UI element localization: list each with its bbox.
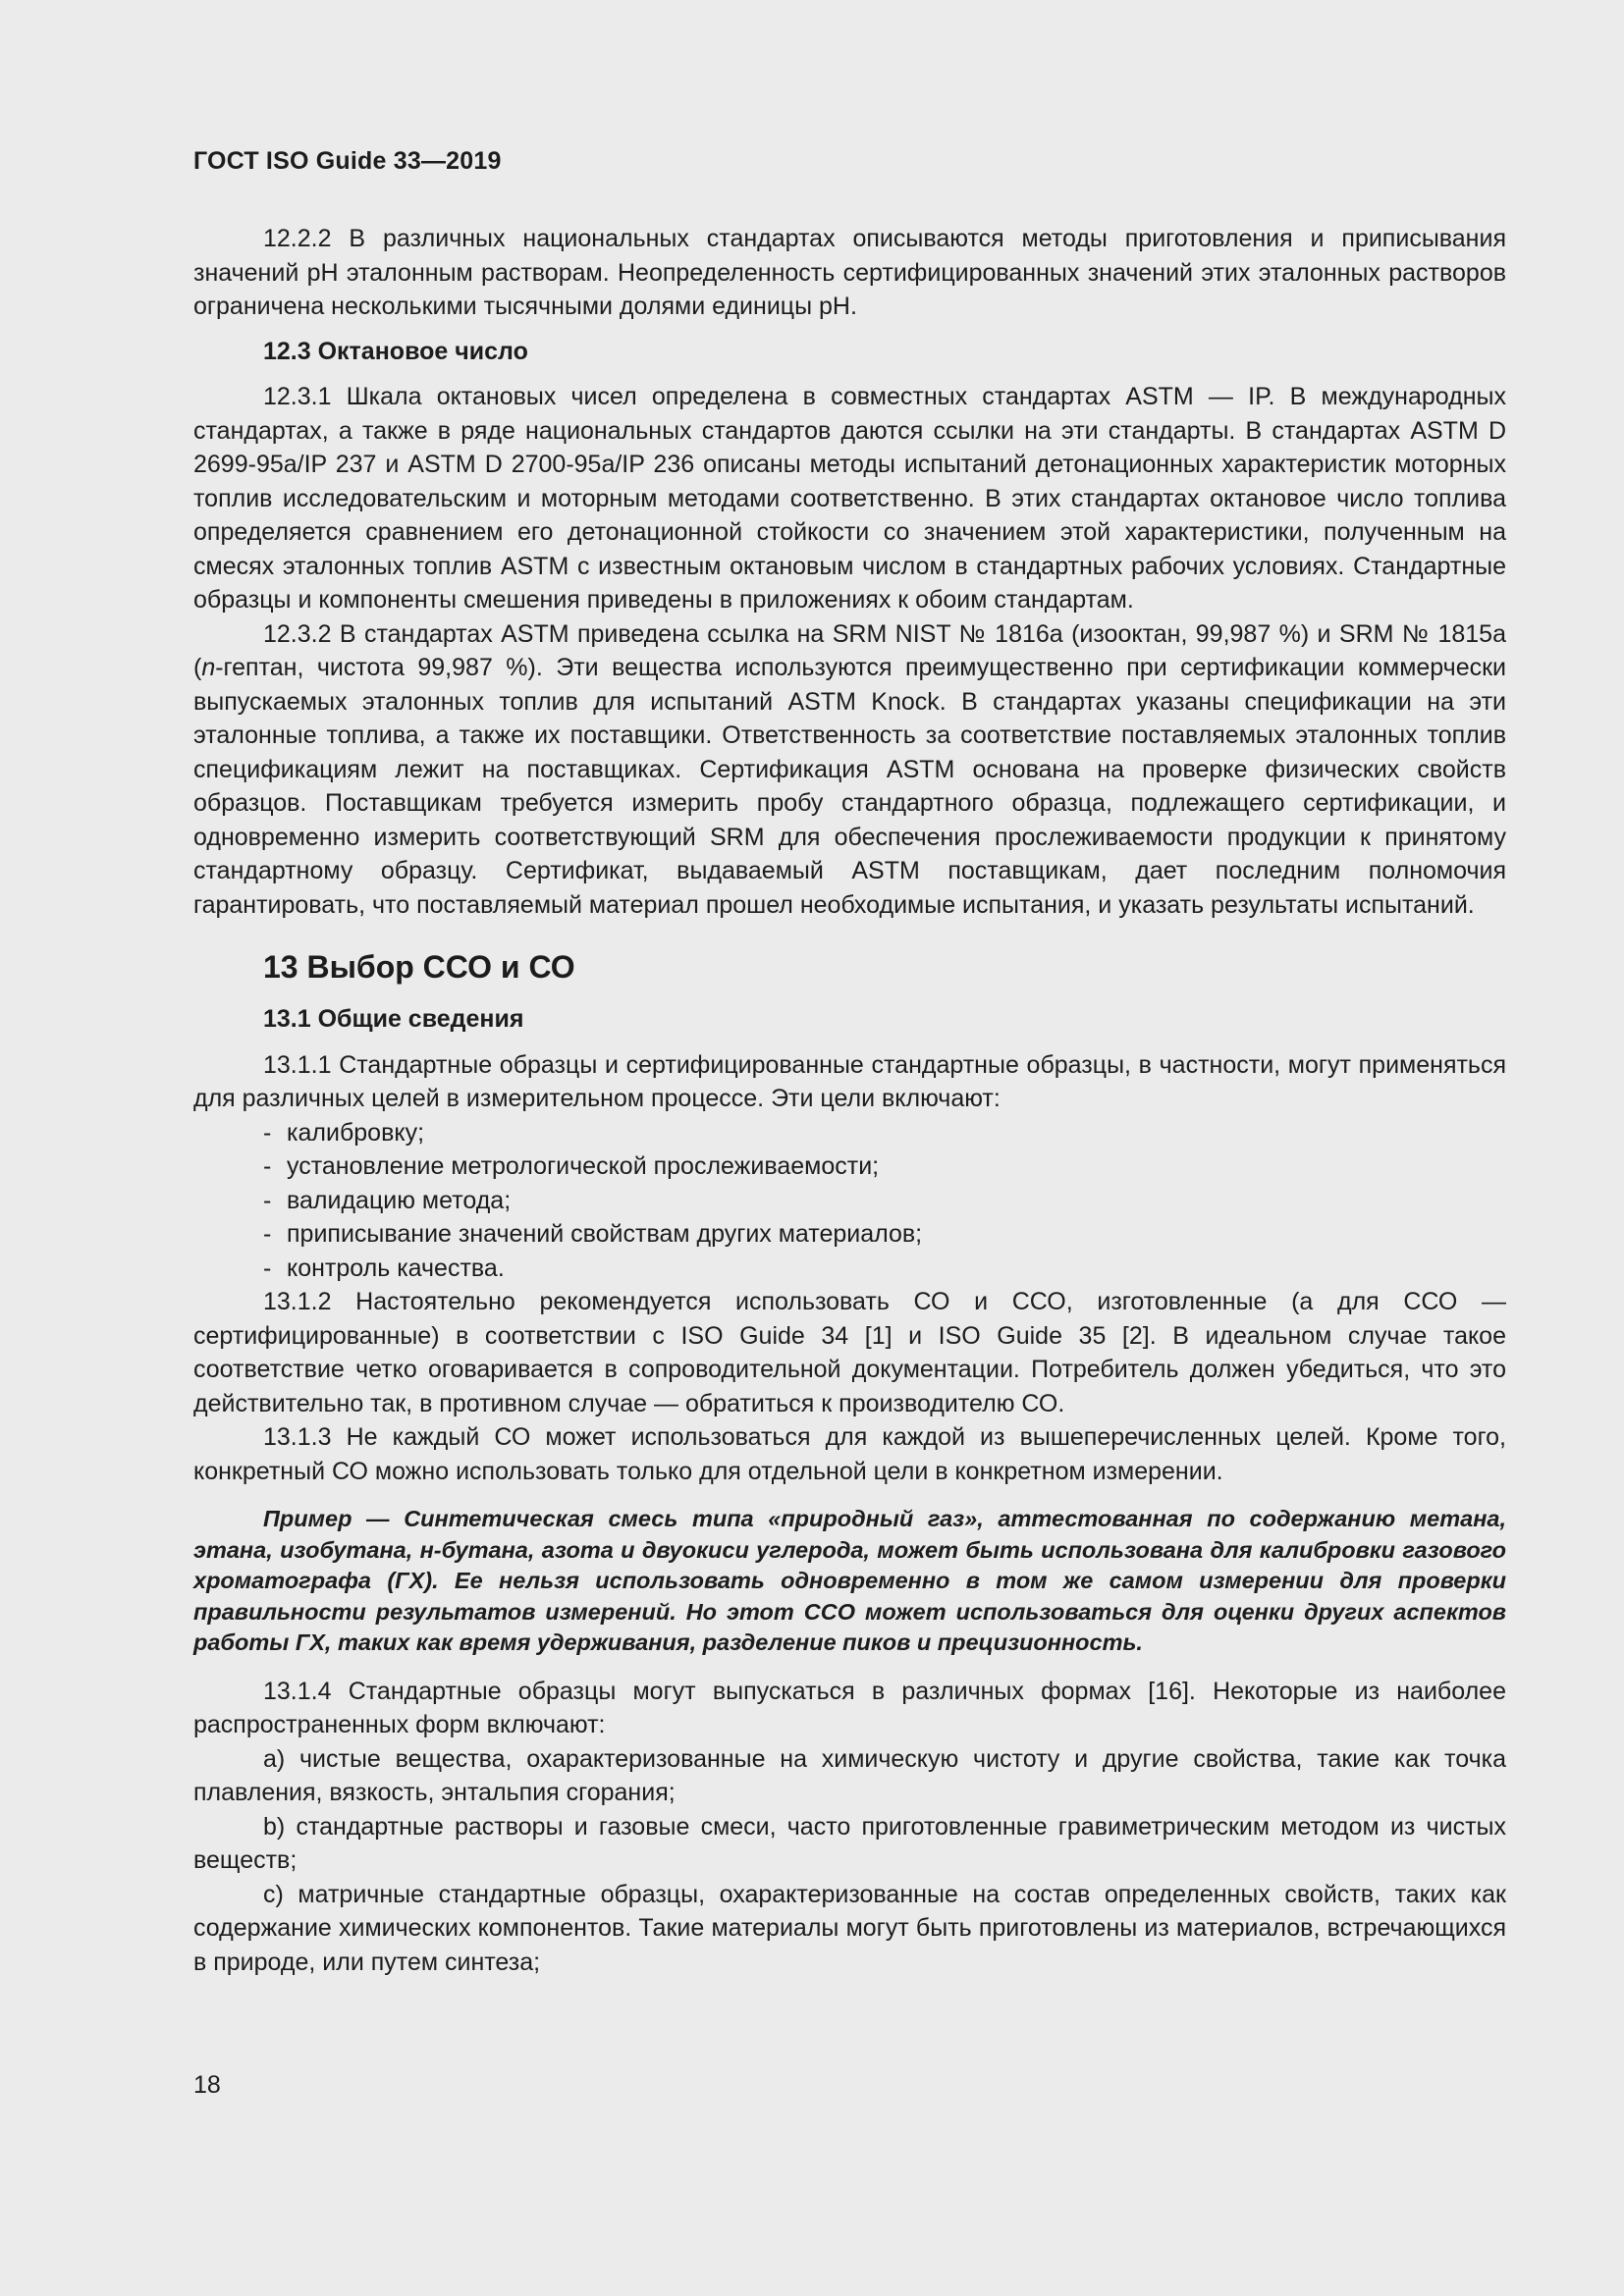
list-item-b: b) стандартные растворы и газовые смеси, часто приготовленные гравиметрическим методом из чистых веществ; (193, 1812, 1506, 1874)
page-number: 18 (193, 2071, 221, 2099)
paragraph-12-3-2-part-b: -гептан, чистота 99,987 %). Эти вещества используются преимущественно при сертификации коммерчески выпускаемых эталонных топлив для испытаний ASTM Knock. В стандартах указаны спецификации на эти эталонные топлива, а также их поставщики. Ответственность за соответствие поставляемых эталонных топлив спецификациям лежит на поставщиках. Сертификация ASTM основана на проверке физических свойств образцов. Поставщикам требуется измерить пробу стандартного образца, подлежащего сертификации, и одновременно измерить соответствующий SRM для обеспечения прослеживаемости продукции к принятому стандартному образцу. Сертификат, выдаваемый ASTM поставщикам, дает последним полномочия гарантировать, что поставляемый материал прошел необходимые испытания, и указать результаты испытаний. (193, 654, 1506, 919)
document-body (193, 222, 1506, 1979)
paragraph-13-1-4: 13.1.4 Стандартные образцы могут выпускаться в различных формах [16]. Некоторые из наиболее распространенных форм включают: (193, 1677, 1506, 1738)
example-note: Пример — Синтетическая смесь типа «природный газ», аттестованная по содержанию метана, этана, изобутана, н-бутана, азота и двуокиси углерода, может быть использована для калибровки газового хроматографа (ГХ). Ее нельзя использовать одновременно в том же самом измерении для проверки правильности результатов измерений. Но этот ССО может использоваться для оценки других аспектов работы ГХ, таких как время удерживания, разделение пиков и прецизионность. (193, 1506, 1506, 1655)
list-item: - приписывание значений свойствам других материалов; (263, 1220, 923, 1248)
purpose-list (193, 1116, 1506, 1286)
section-heading-12-3: 12.3 Октановое число (263, 337, 528, 365)
paragraph-12-2-2: 12.2.2 В различных национальных стандартах описываются методы приготовления и приписывания значений pH эталонным растворам. Неопределенность сертифицированных значений этих эталонных растворов ограничена несколькими тысячными долями единицы pH. (193, 225, 1506, 320)
paragraph-12-3-2-italic-n: n (201, 654, 216, 681)
list-item-a: a) чистые вещества, охарактеризованные на химическую чистоту и другие свойства, такие как точка плавления, вязкость, энтальпия сгорания; (193, 1744, 1506, 1806)
list-item: - контроль качества. (263, 1254, 505, 1282)
list-item: - установление метрологической прослеживаемости; (263, 1152, 880, 1180)
section-heading-13: 13 Выбор ССО и СО (263, 949, 575, 985)
running-header: ГОСТ ISO Guide 33—2019 (193, 147, 502, 175)
list-item: - калибровку; (263, 1118, 425, 1147)
list-item-c: c) матричные стандартные образцы, охарактеризованные на состав определенных свойств, таких как содержание химических компонентов. Такие материалы могут быть приготовлены из материалов, встречающихся в природе, или путем синтеза; (193, 1880, 1506, 1976)
paragraph-12-3-2-part-a: 12.3.2 В стандартах ASTM приведена ссылка на SRM NIST № 1816a (изооктан, 99,987 %) и SRM № 1815a ( (193, 619, 1506, 681)
paragraph-13-1-3: 13.1.3 Не каждый СО может использоваться для каждой из вышеперечисленных целей. Кроме того, конкретный СО можно использовать только для отдельной цели в конкретном измерении. (193, 1423, 1506, 1485)
list-item: - валидацию метода; (263, 1186, 512, 1214)
paragraph-13-1-1: 13.1.1 Стандартные образцы и сертифицированные стандартные образцы, в частности, могут применяться для различных целей в измерительном процессе. Эти цели включают: (193, 1050, 1506, 1112)
paragraph-12-3-2 (193, 617, 1506, 923)
paragraph-13-1-2: 13.1.2 Настоятельно рекомендуется использовать СО и ССО, изготовленные (а для ССО — сертифицированные) в соответствии с ISO Guide 34 [1] и ISO Guide 35 [2]. В идеальном случае такое соответствие четко оговаривается в сопроводительной документации. Потребитель должен убедиться, что это действительно так, в противном случае — обратиться к производителю СО. (193, 1288, 1506, 1417)
paragraph-12-3-1: 12.3.1 Шкала октановых чисел определена в совместных стандартах ASTM — IP. В международных стандартах, а также в ряде национальных стандартов даются ссылки на эти стандарты. В стандартах ASTM D 2699-95a/IP 237 и ASTM D 2700-95a/IP 236 описаны методы испытаний детонационных характеристик моторных топлив исследовательским и моторным методами соответственно. В этих стандартах октановое число топлива определяется сравнением его детонационной стойкости со значением этой характеристики, полученным на смесях эталонных топлив ASTM с известным октановым числом в стандартных рабочих условиях. Стандартные образцы и компоненты смешения приведены в приложениях к обоим стандартам. (193, 383, 1506, 614)
section-heading-13-1: 13.1 Общие сведения (263, 1005, 524, 1033)
